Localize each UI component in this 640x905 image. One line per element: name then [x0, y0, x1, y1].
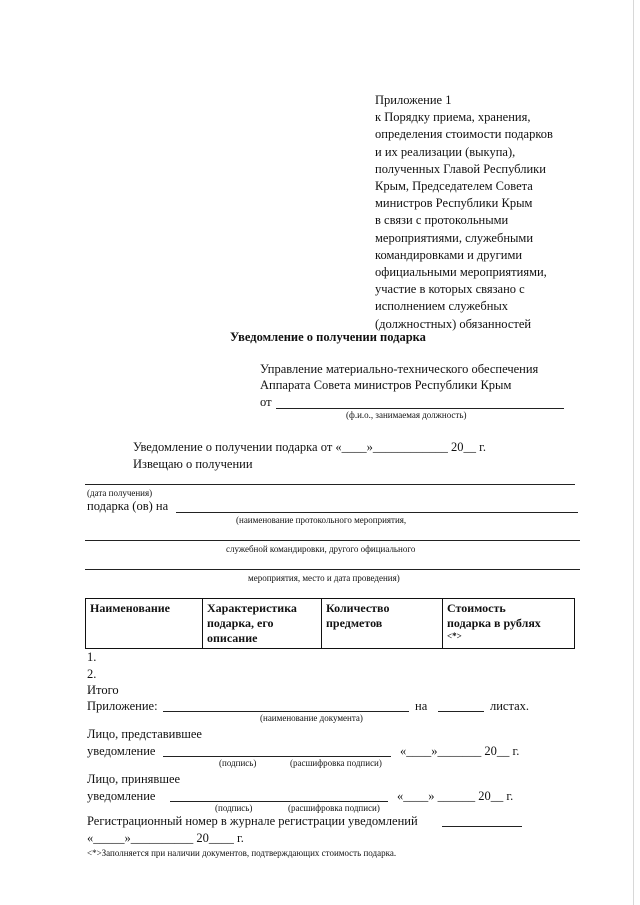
receiver-sign-line: [170, 801, 388, 802]
receiver-decode-hint: (расшифровка подписи): [288, 803, 380, 813]
column-header-name: Наименование: [86, 599, 203, 649]
receiver-sign-hint: (подпись): [215, 803, 253, 813]
submitter-sign-hint: (подпись): [219, 758, 257, 768]
table-row-total: Итого: [87, 683, 119, 697]
appendix-block: [375, 92, 585, 333]
submitter-date: «____»_______ 20__ г.: [400, 744, 520, 758]
registration-label: Регистрационный номер в журнале регистрации уведомлений: [87, 814, 418, 828]
scan-edge-line: [633, 0, 634, 905]
event-fill-line-2: [85, 540, 580, 541]
receiver-date: «____» ______ 20__ г.: [397, 789, 514, 803]
table-row: 2.: [87, 667, 97, 681]
submitter-line-2: уведомление: [87, 744, 156, 758]
event-fill-line-1: [176, 512, 578, 513]
appendix-line: Крым, Председателем Совета: [375, 179, 533, 194]
attachment-hint: (наименование документа): [260, 713, 363, 723]
appendix-line: участие в которых связано с: [375, 282, 525, 297]
event-hint-2: служебной командировки, другого официального: [226, 544, 416, 554]
submitter-line-1: Лицо, представившее: [87, 727, 202, 741]
event-hint-1: (наименование протокольного мероприятия,: [236, 515, 407, 525]
date-fill-line: [85, 484, 575, 485]
appendix-line: и их реализации (выкупа),: [375, 144, 516, 159]
addressee-line-2: Аппарата Совета министров Республики Крым: [260, 378, 512, 392]
event-fill-line-3: [85, 569, 580, 570]
appendix-line: Приложение 1: [375, 93, 452, 107]
appendix-line: полученных Главой Республики: [375, 161, 546, 176]
attachment-label: Приложение:: [87, 699, 158, 713]
appendix-line: в связи с протокольными: [375, 213, 509, 228]
column-header-description: Характеристика подарка, его описание: [203, 599, 322, 649]
submitter-decode-hint: (расшифровка подписи): [290, 758, 382, 768]
attachment-fill-line: [163, 711, 409, 712]
sheets-fill-line: [438, 711, 484, 712]
appendix-line: к Порядку приема, хранения,: [375, 110, 531, 125]
date-hint: (дата получения): [87, 488, 153, 498]
event-hint-3: мероприятия, место и дата проведения): [248, 573, 400, 583]
appendix-line: определения стоимости подарков: [375, 127, 553, 142]
appendix-line: командировками и другими: [375, 247, 523, 262]
footnote: <*>Заполняется при наличии документов, подтверждающих стоимость подарка.: [87, 848, 397, 858]
document-title: Уведомление о получении подарка: [230, 330, 426, 344]
registration-date: «_____»__________ 20____ г.: [87, 831, 244, 845]
attachment-sheets: листах.: [490, 699, 530, 713]
submitter-sign-line: [163, 756, 391, 757]
addressee-line-1: Управление материально-технического обеспечения: [260, 362, 539, 376]
registration-fill-line: [442, 826, 522, 827]
table-header-row: [86, 599, 575, 649]
notice-header: Уведомление о получении подарка от «____»____________ 20__ г.: [133, 440, 486, 454]
gifts-table: [85, 598, 575, 649]
attachment-on: на: [415, 699, 428, 713]
from-hint: (ф.и.о., занимаемая должность): [346, 410, 467, 420]
receiver-line-2: уведомление: [87, 789, 156, 803]
appendix-line: (должностных) обязанностей: [375, 316, 532, 331]
appendix-line: министров Республики Крым: [375, 196, 533, 211]
table-row: 1.: [87, 650, 97, 664]
appendix-line: исполнением служебных: [375, 299, 509, 314]
appendix-line: мероприятиями, служебными: [375, 230, 534, 245]
column-header-cost: Стоимость подарка в рублях <*>: [443, 599, 575, 649]
column-header-quantity: Количество предметов: [322, 599, 443, 649]
from-label: от: [260, 395, 272, 409]
appendix-line: официальными мероприятиями,: [375, 265, 547, 280]
receiver-line-1: Лицо, принявшее: [87, 772, 181, 786]
notice-inform: Извещаю о получении: [133, 457, 253, 471]
from-fill-line: [276, 408, 564, 409]
gift-on-label: подарка (ов) на: [87, 499, 169, 513]
